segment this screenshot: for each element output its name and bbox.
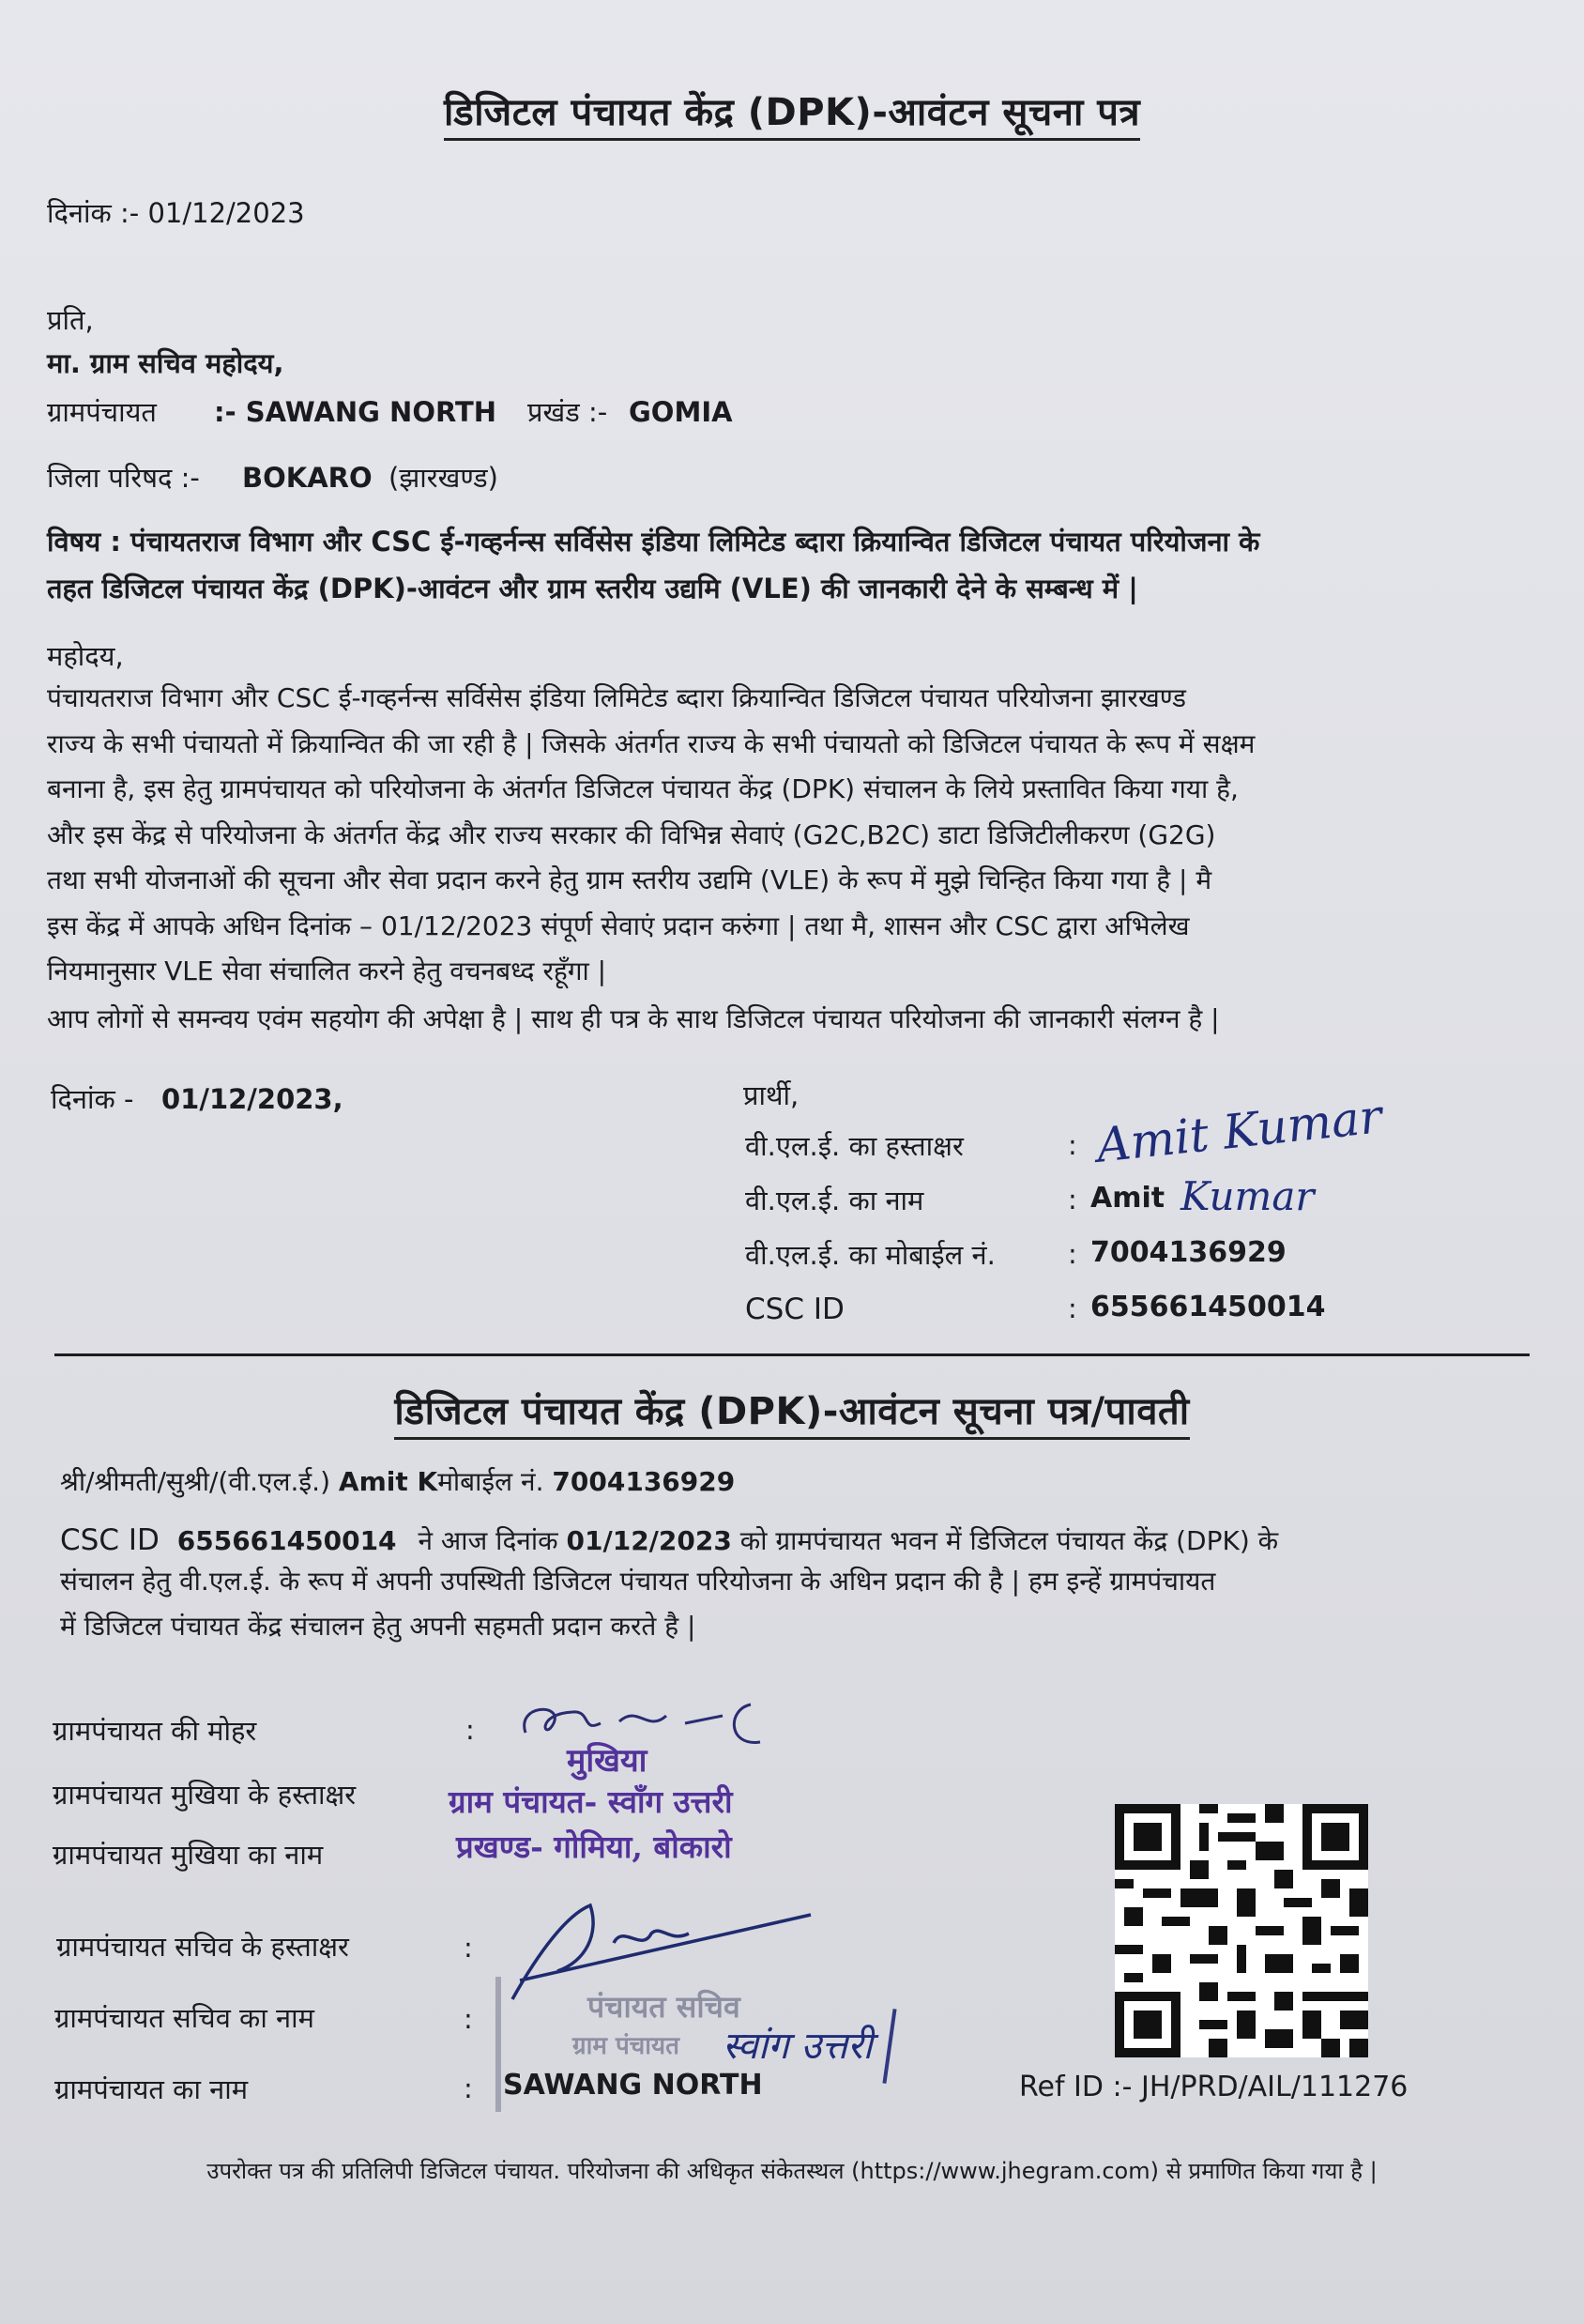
gp-label: ग्रामपंचायत <box>47 396 157 428</box>
body-line: इस केंद्र में आपके अधिन दिनांक – 01/12/2023 संपूर्ण सेवाएं प्रदान करुंगा | तथा मै, शासन और CSC द्वारा अभिलेख <box>47 910 1190 941</box>
secretary-stamp-title: पंचायत सचिव <box>587 1989 740 2025</box>
secretary-stamp-line: ग्राम पंचायत <box>572 2032 679 2060</box>
receipt-line-2: CSC ID 655661450014 ने आज दिनांक 01/12/2023 को ग्रामपंचायत भवन में डिजिटल पंचायत केंद्र (DPK) के <box>60 1523 1279 1557</box>
vle-name-label: वी.एल.ई. का नाम <box>745 1185 924 1216</box>
bottom-date-value: 01/12/2023, <box>161 1083 343 1115</box>
block-label: प्रखंड :- <box>527 396 608 428</box>
receipt-line-3: संचालन हेतु वी.एल.ई. के रूप में अपनी उपस्थिती डिजिटल पंचायत परियोजना के अधिन प्रदान की है | हम इन्हें ग्रामपंचायत <box>60 1566 1216 1597</box>
body-line: और इस केंद्र से परियोजना के अंतर्गत केंद्र और राज्य सरकार की विभिन्न सेवाएं (G2C,B2C) डाटा डिजिटीलीकरण (G2G) <box>47 818 1216 850</box>
vle-name-handwritten: Kumar <box>1180 1173 1315 1219</box>
block-value: GOMIA <box>629 396 733 428</box>
receipt-line-4: में डिजिटल पंचायत केंद्र संचालन हेतु अपनी सहमती प्रदान करते है | <box>60 1611 696 1642</box>
secretary-name-label: ग्रामपंचायत सचिव का नाम <box>54 2002 314 2034</box>
secretary-sign-label: ग्रामपंचायत सचिव के हस्ताक्षर <box>56 1931 349 1963</box>
qr-code-icon <box>1115 1804 1368 2057</box>
applicant-label: प्रार्थी, <box>743 1079 800 1111</box>
mukhiya-stamp-line: ग्राम पंचायत- स्वाँग उत्तरी <box>449 1783 733 1820</box>
mukhiya-signature-icon <box>507 1695 788 1761</box>
subject: विषय : पंचायतराज विभाग और CSC ई-गव्हर्नन्स सर्विसेस इंडिया लिमिटेड ब्दारा क्रियान्वित डिजिटल पंचायत परियोजना के तहत डिजिटल पंचायत केंद्र (DPK)-आवंटन और ग्राम स्तरीय उद्यमि (VLE) की जानकारी देने के सम्बन्ध में | <box>47 526 1260 604</box>
mukhiya-sign-label: ग्रामपंचायत मुखिया के हस्ताक्षर <box>53 1779 357 1811</box>
vle-sign-label: वी.एल.ई. का हस्ताक्षर <box>745 1130 964 1162</box>
stamp-border <box>882 2009 896 2084</box>
bottom-date-label: दिनांक - <box>51 1083 134 1115</box>
mukhiya-stamp-title: मुखिया <box>567 1742 647 1780</box>
vle-signature: Amit Kumar <box>1093 1089 1385 1173</box>
gp-value: :- SAWANG NORTH <box>214 396 497 428</box>
greeting: महोदय, <box>47 640 124 672</box>
vle-name-value: Amit <box>1090 1182 1165 1215</box>
mukhiya-stamp-line: प्रखण्ड- गोमिया, बोकारो <box>456 1828 732 1865</box>
letter-body <box>47 676 1539 995</box>
letter-date: दिनांक :- 01/12/2023 <box>47 197 305 229</box>
body-line: नियमानुसार VLE सेवा संचालित करने हेतु वचनबध्द रहूँगा | <box>47 956 607 986</box>
csc-id-label: CSC ID <box>745 1292 845 1326</box>
section-divider <box>54 1353 1530 1356</box>
vle-mobile-label: वी.एल.ई. का मोबाईल नं. <box>745 1239 996 1271</box>
mukhiya-name-label: ग्रामपंचायत मुखिया का नाम <box>53 1839 324 1871</box>
secretary-handwritten-name: स्वांग उत्तरी <box>723 2025 873 2068</box>
closing-line: आप लोगों से समन्वय एवंम सहयोग की अपेक्षा है | साथ ही पत्र के साथ डिजिटल पंचायत परियोजना की जानकारी संलग्न है | <box>47 1003 1220 1034</box>
body-line: पंचायतराज विभाग और CSC ई-गव्हर्नन्स सर्विसेस इंडिया लिमिटेड ब्दारा क्रियान्वित डिजिटल पंचायत परियोजना झारखण्ड <box>47 682 1187 713</box>
page-title: डिजिटल पंचायत केंद्र (DPK)-आवंटन सूचना पत्र <box>0 84 1584 136</box>
salutation: मा. ग्राम सचिव महोदय, <box>47 347 284 379</box>
stamp-border <box>495 1977 501 2112</box>
district-label: जिला परिषद :- <box>47 462 200 494</box>
district-state: (झारखण्ड) <box>388 462 498 494</box>
csc-id-value: 655661450014 <box>1090 1291 1326 1323</box>
ref-id: Ref ID :- JH/PRD/AIL/111276 <box>1019 2071 1409 2103</box>
body-line: तथा सभी योजनाओं की सूचना और सेवा प्रदान करने हेतु ग्राम स्तरीय उद्यमि (VLE) के रूप में मुझे चिन्हित किया गया है | मै <box>47 864 1212 895</box>
letter-page: डिजिटल पंचायत केंद्र (DPK)-आवंटन सूचना पत्र दिनांक :- 01/12/2023 प्रति, मा. ग्राम सचिव महोदय, ग्रामपंचायत :- SAWANG NORTH प्रखंड :- GOMIA जिला परिषद :- BOKARO (झारखण्ड) विषय : पंचायतराज विभाग और CSC ई-गव्हर्नन्स सर्विसेस इंडिया लिमिटेड ब्दारा क्रियान्वित डिजिटल पंचायत परियोजना के तहत डिजिटल पंचायत केंद्र (DPK)-आवंटन और ग्राम स्तरीय उद्यमि (VLE) की जानकारी देने के सम्बन्ध में | महोदय, पंचायतराज विभाग और CSC ई-गव्हर्नन्स सर्विसेस इंडिया लिमिटेड ब्दारा क्रियान्वित डिजिटल पंचायत परियोजना झारखण्ड राज्य के सभी पंचायतो में क्रियान्वित की जा रही है | जिसके अंतर्गत राज्य के सभी पंचायतो को डिजिटल पंचायत के रूप में सक्षम बनाना है, इस हेतु ग्रामपंचायत को परियोजना के अंतर्गत डिजिटल पंचायत केंद्र (DPK) संचालन के लिये प्रस्तावित किया गया है, और इस केंद्र से परियोजना के अंतर्गत केंद्र और राज्य सरकार की विभिन्न सेवाएं (G2C,B2C) डाटा डिजिटीलीकरण (G2G) तथा सभी योजनाओं की सूचना और सेवा प्रदान करने हेतु ग्राम स्तरीय उद्यमि (VLE) के रूप में मुझे चिन्हित किया गया है | मै इस केंद्र में आपके अधिन दिनांक – 01/12/2023 संपूर्ण सेवाएं प्रदान करुंगा | तथा मै, शासन और CSC द्वारा अभिलेख नियमानुसार VLE सेवा संचालित करने हेतु वचनबध्द रहूँगा | आप लोगों से समन्वय एवंम सहयोग की अपेक्षा है | साथ ही पत्र के साथ डिजिटल पंचायत परियोजना की जानकारी संलग्न है | दिनांक - 01/12/2023, प्रार्थी, वी.एल.ई. का हस्ताक्षर : Amit Kumar वी.एल.ई. का नाम : Amit Kumar वी.एल.ई. का मोबाईल नं. : 7004136929 CSC ID : 655661450014 डिजिटल पंचायत केंद्र (DPK)-आवंटन सूचना पत्र/पावती श्री/श्रीमती/सुश्री/(वी.एल.ई.) Amit Kमोबाईल नं. 7004136929 CSC ID 655661450014 ने आज दिनांक 01/12/2023 को ग्रामपंचायत भवन में डिजिटल पंचायत केंद्र (DPK) के संचालन हेतु वी.एल.ई. के रूप में अपनी उपस्थिती डिजिटल पंचायत परियोजना के अधिन प्रदान की है | हम इन्हें ग्रामपंचायत में डिजिटल पंचायत केंद्र संचालन हेतु अपनी सहमती प्रदान करते है | ग्रामपंचायत की मोहर : ग्रामपंचायत मुखिया के हस्ताक्षर ग्रामपंचायत मुखिया का नाम ग्रामपंचायत सचिव के हस्ताक्षर : ग्रामपंचायत सचिव का नाम : ग्रामपंचायत का नाम : SAWANG NORTH मुखिया ग्राम पंचायत- स्वाँग उत्तरी प्रखण्ड- गोमिया, बोकारो पंचायत सचिव ग्राम पंचायत स्वांग उत्तरी Ref ID :- JH/PRD/AIL/111276 उपरोक्त पत्र की प्रतिलिपी डिजिटल पंचायत. परियोजना की अधिकृत संकेतस्थल (https://www.jhegram.com) से प्रमाणित किया गया है | <box>0 0 1584 2324</box>
to-line: प्रति, <box>47 304 94 336</box>
district-value: BOKARO <box>242 462 373 494</box>
gp-name-label: ग्रामपंचायत का नाम <box>54 2073 249 2105</box>
body-line: बनाना है, इस हेतु ग्रामपंचायत को परियोजना के अंतर्गत डिजिटल पंचायत केंद्र (DPK) संचालन के लिये प्रस्तावित किया गया है, <box>47 773 1239 804</box>
body-line: राज्य के सभी पंचायतो में क्रियान्वित की जा रही है | जिसके अंतर्गत राज्य के सभी पंचायतो को डिजिटल पंचायत के रूप में सक्षम <box>47 727 1256 759</box>
seal-label: ग्रामपंचायत की मोहर <box>53 1715 257 1747</box>
receipt-title: डिजिटल पंचायत केंद्र (DPK)-आवंटन सूचना पत्र/पावती <box>0 1384 1584 1435</box>
gp-name-value: SAWANG NORTH <box>503 2069 763 2102</box>
footer-note: उपरोक्त पत्र की प्रतिलिपी डिजिटल पंचायत. परियोजना की अधिकृत संकेतस्थल (https://www.jhegram.com) से प्रमाणित किया गया है | <box>206 2158 1378 2184</box>
vle-mobile-value: 7004136929 <box>1090 1236 1287 1269</box>
receipt-line-1: श्री/श्रीमती/सुश्री/(वी.एल.ई.) Amit Kमोबाईल नं. 7004136929 <box>60 1466 736 1497</box>
